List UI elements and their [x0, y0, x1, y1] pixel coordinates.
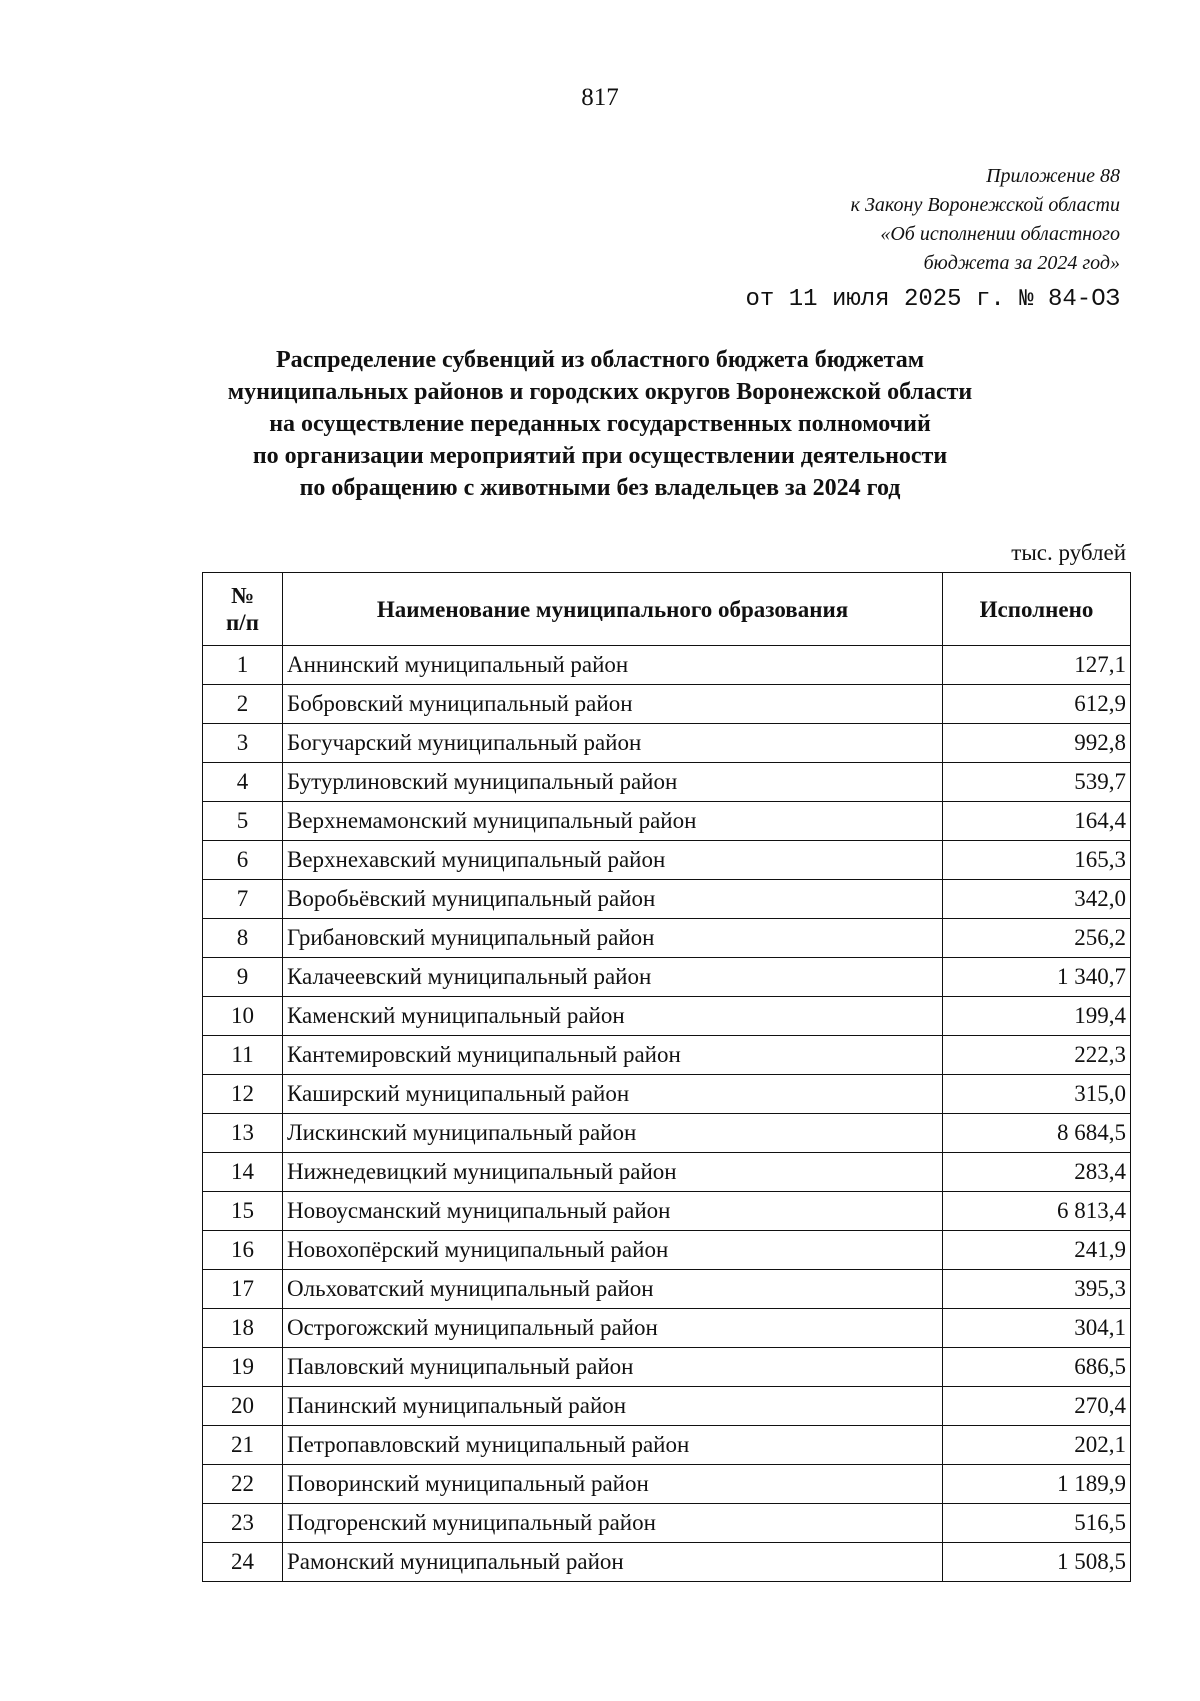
table-row	[203, 997, 1131, 1036]
appendix-line: «Об исполнении областного	[880, 223, 1120, 245]
row-value: 304,1	[943, 1309, 1131, 1348]
row-name: Кантемировский муниципальный район	[283, 1036, 943, 1075]
row-number: 8	[203, 919, 283, 958]
row-name: Грибановский муниципальный район	[283, 919, 943, 958]
table-row	[203, 1075, 1131, 1114]
page-number: 817	[581, 84, 619, 111]
row-number: 4	[203, 763, 283, 802]
row-value: 992,8	[943, 724, 1131, 763]
units-label: тыс. рублей	[1011, 540, 1126, 565]
row-name: Воробьёвский муниципальный район	[283, 880, 943, 919]
row-number: 14	[203, 1153, 283, 1192]
row-number: 22	[203, 1465, 283, 1504]
appendix-reference	[851, 162, 1120, 278]
table-row	[203, 1504, 1131, 1543]
row-name: Каменский муниципальный район	[283, 997, 943, 1036]
row-number: 2	[203, 685, 283, 724]
row-number: 13	[203, 1114, 283, 1153]
row-value: 1 189,9	[943, 1465, 1131, 1504]
table-row	[203, 1465, 1131, 1504]
row-value: 283,4	[943, 1153, 1131, 1192]
row-name: Бобровский муниципальный район	[283, 685, 943, 724]
row-value: 241,9	[943, 1231, 1131, 1270]
row-number: 3	[203, 724, 283, 763]
table-row	[203, 802, 1131, 841]
row-name: Нижнедевицкий муниципальный район	[283, 1153, 943, 1192]
row-name: Бутурлиновский муниципальный район	[283, 763, 943, 802]
header-number-abbrev: п/п	[226, 610, 259, 635]
row-name: Аннинский муниципальный район	[283, 646, 943, 685]
row-value: 8 684,5	[943, 1114, 1131, 1153]
row-name: Верхнемамонский муниципальный район	[283, 802, 943, 841]
row-name: Петропавловский муниципальный район	[283, 1426, 943, 1465]
table-row	[203, 1348, 1131, 1387]
row-value: 165,3	[943, 841, 1131, 880]
row-value: 539,7	[943, 763, 1131, 802]
table-row	[203, 841, 1131, 880]
row-number: 1	[203, 646, 283, 685]
table-row	[203, 646, 1131, 685]
row-value: 6 813,4	[943, 1192, 1131, 1231]
row-number: 11	[203, 1036, 283, 1075]
row-name: Верхнехавский муниципальный район	[283, 841, 943, 880]
table-row	[203, 1231, 1131, 1270]
row-number: 6	[203, 841, 283, 880]
row-number: 7	[203, 880, 283, 919]
document-title	[0, 344, 1200, 504]
row-value: 270,4	[943, 1387, 1131, 1426]
row-number: 18	[203, 1309, 283, 1348]
table-row	[203, 1153, 1131, 1192]
header-number-symbol: №	[230, 583, 255, 608]
law-date-stamp: от 11 июля 2025 г. № 84-ОЗ	[745, 286, 1120, 313]
row-value: 686,5	[943, 1348, 1131, 1387]
row-number: 24	[203, 1543, 283, 1582]
row-name: Калачеевский муниципальный район	[283, 958, 943, 997]
row-name: Подгоренский муниципальный район	[283, 1504, 943, 1543]
row-value: 1 508,5	[943, 1543, 1131, 1582]
table-row	[203, 1270, 1131, 1309]
table-row	[203, 1426, 1131, 1465]
table-row	[203, 1309, 1131, 1348]
row-name: Поворинский муниципальный район	[283, 1465, 943, 1504]
row-name: Новоусманский муниципальный район	[283, 1192, 943, 1231]
row-number: 15	[203, 1192, 283, 1231]
row-value: 395,3	[943, 1270, 1131, 1309]
row-value: 612,9	[943, 685, 1131, 724]
table-row	[203, 958, 1131, 997]
title-line: Распределение субвенций из областного бюджета бюджетам	[275, 347, 925, 373]
subsidy-table	[202, 572, 1131, 1582]
appendix-line: бюджета за 2024 год»	[923, 252, 1120, 274]
table-row	[203, 1387, 1131, 1426]
row-number: 12	[203, 1075, 283, 1114]
row-value: 202,1	[943, 1426, 1131, 1465]
row-number: 19	[203, 1348, 283, 1387]
row-number: 17	[203, 1270, 283, 1309]
row-number: 5	[203, 802, 283, 841]
row-value: 1 340,7	[943, 958, 1131, 997]
row-value: 199,4	[943, 997, 1131, 1036]
row-name: Богучарский муниципальный район	[283, 724, 943, 763]
appendix-line: Приложение 88	[986, 165, 1120, 187]
table-row	[203, 1114, 1131, 1153]
table-row	[203, 1036, 1131, 1075]
table-row	[203, 685, 1131, 724]
row-name: Острогожский муниципальный район	[283, 1309, 943, 1348]
row-number: 9	[203, 958, 283, 997]
row-number: 10	[203, 997, 283, 1036]
row-name: Рамонский муниципальный район	[283, 1543, 943, 1582]
title-line: на осуществление переданных государственных полномочий	[269, 411, 931, 437]
table-header-row	[203, 573, 1131, 646]
title-line: по организации мероприятий при осуществлении деятельности	[252, 443, 948, 469]
row-name: Павловский муниципальный район	[283, 1348, 943, 1387]
header-name: Наименование муниципального образования	[283, 573, 943, 646]
table-body	[203, 646, 1131, 1582]
table-row	[203, 763, 1131, 802]
row-number: 20	[203, 1387, 283, 1426]
row-value: 164,4	[943, 802, 1131, 841]
table-row	[203, 919, 1131, 958]
row-name: Новохопёрский муниципальный район	[283, 1231, 943, 1270]
table-row	[203, 724, 1131, 763]
row-value: 342,0	[943, 880, 1131, 919]
row-value: 256,2	[943, 919, 1131, 958]
appendix-line: к Закону Воронежской области	[850, 194, 1120, 216]
row-value: 516,5	[943, 1504, 1131, 1543]
row-value: 127,1	[943, 646, 1131, 685]
row-number: 21	[203, 1426, 283, 1465]
table-row	[203, 1192, 1131, 1231]
row-name: Каширский муниципальный район	[283, 1075, 943, 1114]
header-value: Исполнено	[943, 573, 1131, 646]
row-value: 315,0	[943, 1075, 1131, 1114]
title-line: по обращению с животными без владельцев за 2024 год	[299, 475, 901, 501]
row-number: 16	[203, 1231, 283, 1270]
row-number: 23	[203, 1504, 283, 1543]
row-name: Панинский муниципальный район	[283, 1387, 943, 1426]
row-value: 222,3	[943, 1036, 1131, 1075]
table-row	[203, 1543, 1131, 1582]
header-number	[203, 573, 283, 646]
row-name: Ольховатский муниципальный район	[283, 1270, 943, 1309]
title-line: муниципальных районов и городских округов Воронежской области	[227, 379, 973, 405]
table-row	[203, 880, 1131, 919]
row-name: Лискинский муниципальный район	[283, 1114, 943, 1153]
